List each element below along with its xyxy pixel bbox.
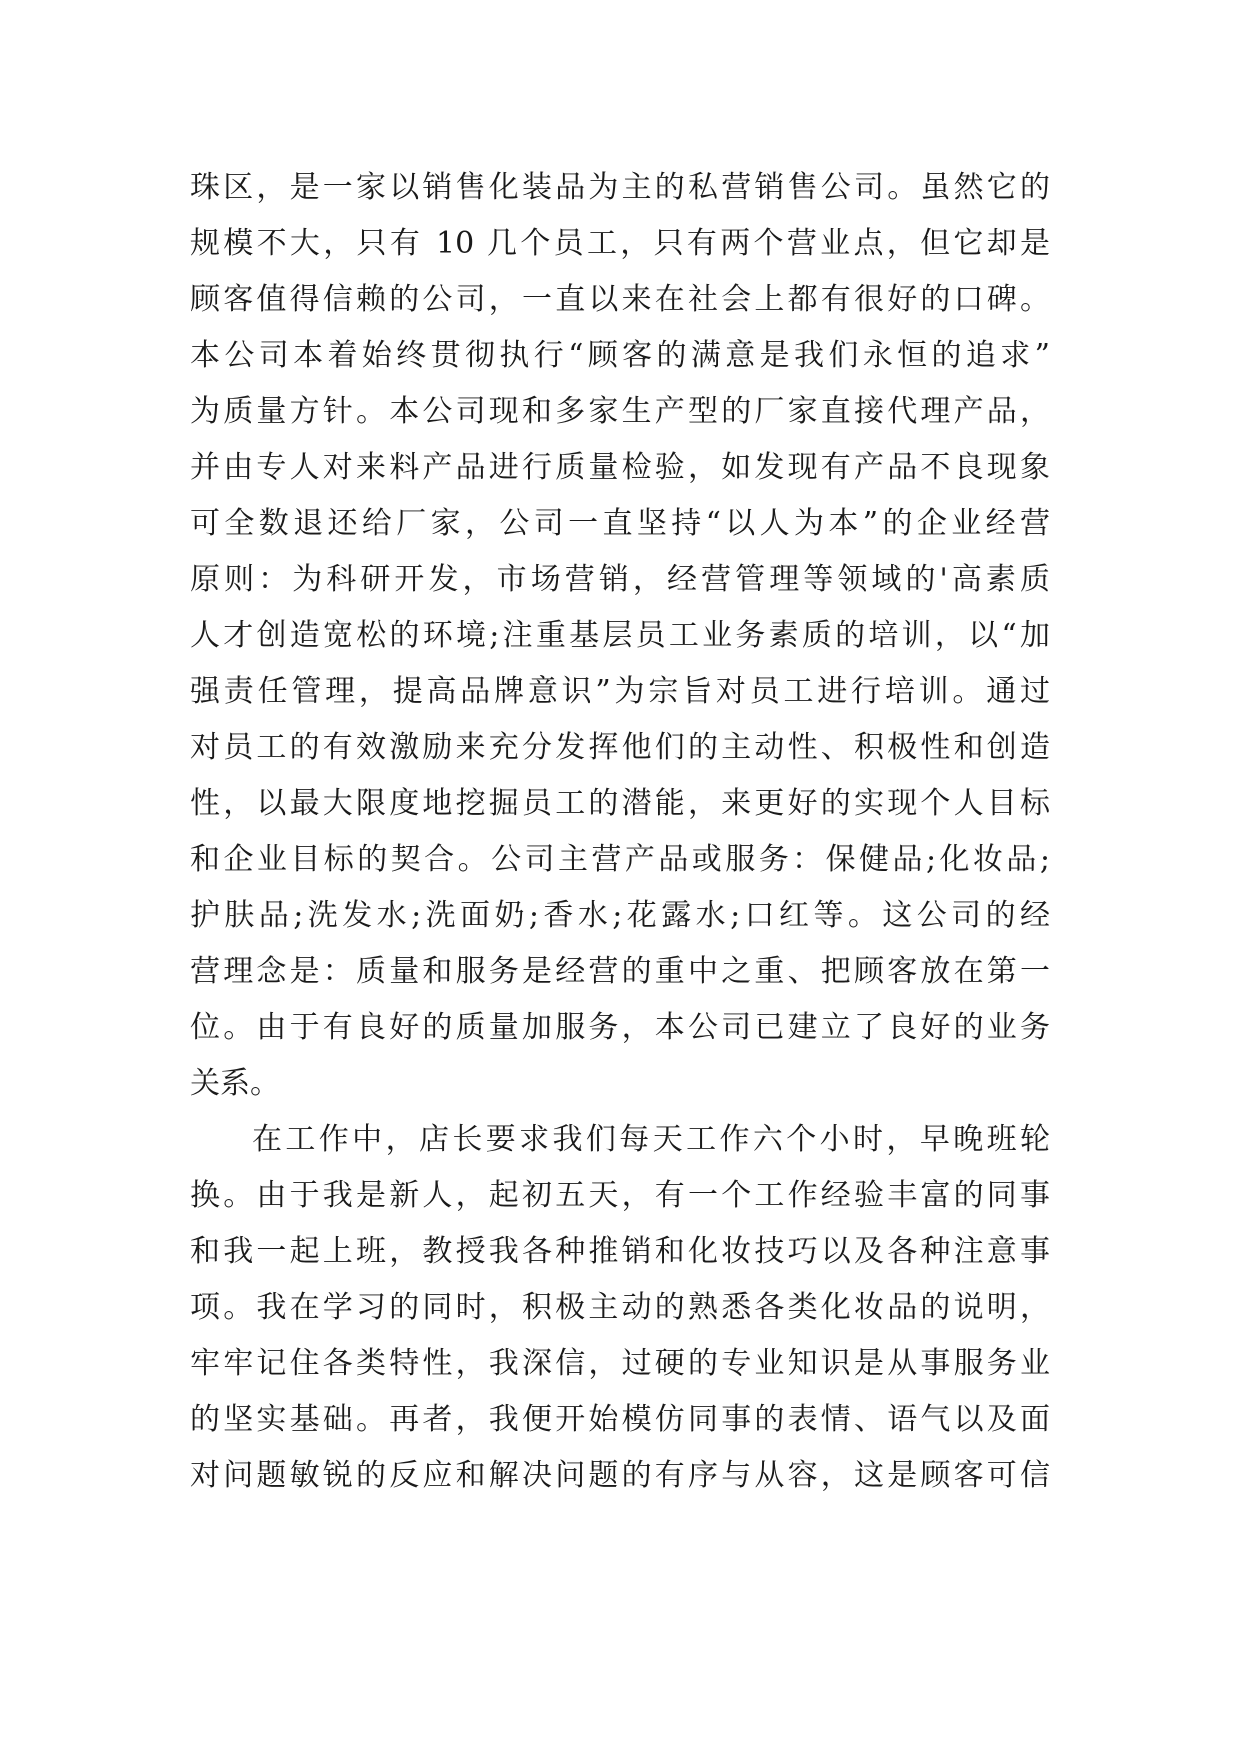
text-line: 人才创造宽松的环境;注重基层员工业务素质的培训，以“加 <box>190 618 1050 653</box>
text-line: 可全数退还给厂家，公司一直坚持“以人为本”的企业经营 <box>190 506 1050 541</box>
text-line: 项。我在学习的同时，积极主动的熟悉各类化妆品的说明， <box>190 1290 1050 1325</box>
text-line: 换。由于我是新人，起初五天，有一个工作经验丰富的同事 <box>190 1178 1050 1213</box>
text-line: 关系。 <box>190 1066 280 1101</box>
text-line: 的坚实基础。再者，我便开始模仿同事的表情、语气以及面 <box>190 1402 1050 1437</box>
text-line: 为质量方针。本公司现和多家生产型的厂家直接代理产品， <box>190 394 1050 429</box>
text-line: 和企业目标的契合。公司主营产品或服务：保健品;化妆品; <box>190 842 1050 877</box>
text-line: 并由专人对来料产品进行质量检验，如发现有产品不良现象 <box>190 450 1050 485</box>
text-line: 在工作中，店长要求我们每天工作六个小时，早晚班轮 <box>252 1122 1050 1157</box>
text-line: 珠区，是一家以销售化装品为主的私营销售公司。虽然它的 <box>190 170 1050 205</box>
text-line: 位。由于有良好的质量加服务，本公司已建立了良好的业务 <box>190 1010 1050 1045</box>
text-line: 牢牢记住各类特性，我深信，过硬的专业知识是从事服务业 <box>190 1346 1050 1381</box>
text-line: 营理念是：质量和服务是经营的重中之重、把顾客放在第一 <box>190 954 1050 989</box>
text-line: 对员工的有效激励来充分发挥他们的主动性、积极性和创造 <box>190 730 1050 765</box>
document-body <box>190 160 1050 1504</box>
paragraph-company-intro <box>190 160 1050 1112</box>
text-line: 强责任管理，提高品牌意识”为宗旨对员工进行培训。通过 <box>190 674 1050 709</box>
text-line: 性，以最大限度地挖掘员工的潜能，来更好的实现个人目标 <box>190 786 1050 821</box>
text-line: 本公司本着始终贯彻执行“顾客的满意是我们永恒的追求” <box>190 338 1050 373</box>
text-line: 顾客值得信赖的公司，一直以来在社会上都有很好的口碑。 <box>190 282 1050 317</box>
text-line: 规模不大，只有 10 几个员工，只有两个营业点，但它却是 <box>190 226 1050 261</box>
text-line: 护肤品;洗发水;洗面奶;香水;花露水;口红等。这公司的经 <box>190 898 1050 933</box>
paragraph-work-experience <box>190 1112 1050 1504</box>
text-line: 对问题敏锐的反应和解决问题的有序与从容，这是顾客可信 <box>190 1458 1050 1493</box>
text-line: 和我一起上班，教授我各种推销和化妆技巧以及各种注意事 <box>190 1234 1050 1269</box>
text-line: 原则：为科研开发，市场营销，经营管理等领域的'高素质 <box>190 562 1050 597</box>
